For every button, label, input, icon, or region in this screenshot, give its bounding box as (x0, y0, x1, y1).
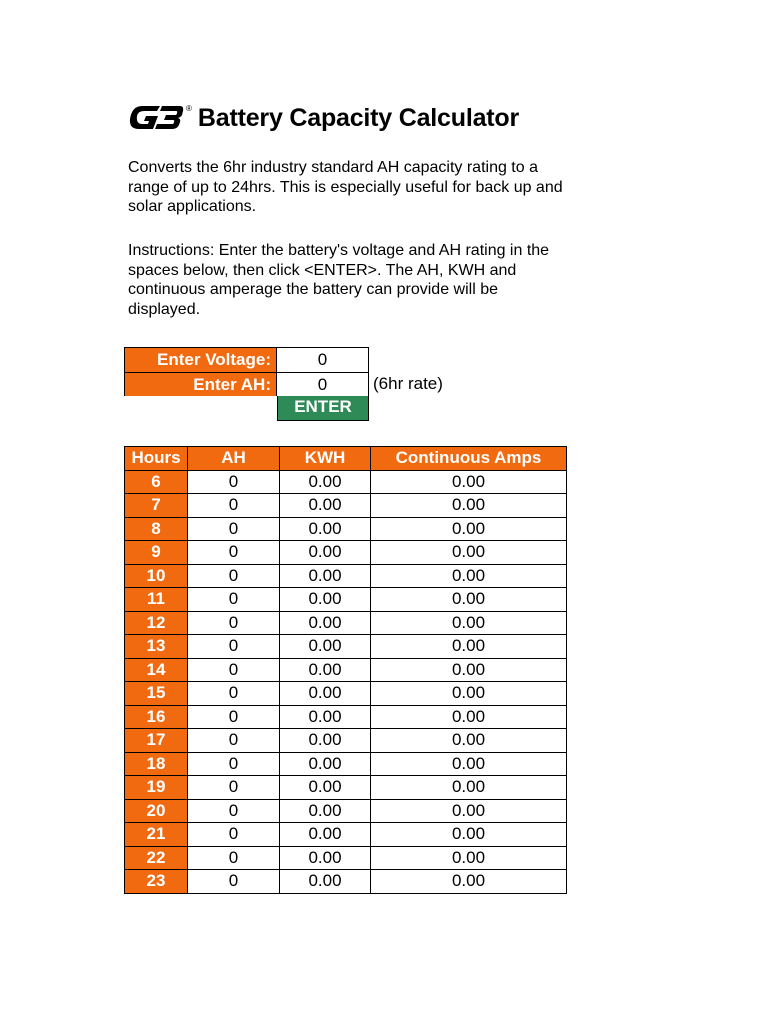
kwh-cell: 0.00 (280, 846, 371, 870)
amps-cell: 0.00 (371, 823, 567, 847)
hours-cell: 20 (125, 799, 188, 823)
hours-cell: 23 (125, 870, 188, 894)
hours-cell: 12 (125, 611, 188, 635)
hours-cell: 15 (125, 682, 188, 706)
kwh-cell: 0.00 (280, 470, 371, 494)
ah-cell: 0 (188, 611, 280, 635)
ah-cell: 0 (188, 517, 280, 541)
kwh-cell: 0.00 (280, 658, 371, 682)
amps-cell: 0.00 (371, 729, 567, 753)
col-header-kwh: KWH (280, 447, 371, 471)
table-row (125, 682, 567, 706)
registered-mark: ® (186, 104, 192, 113)
amps-cell: 0.00 (371, 705, 567, 729)
ah-cell: 0 (188, 752, 280, 776)
table-row (125, 470, 567, 494)
hours-cell: 10 (125, 564, 188, 588)
ah-cell: 0 (188, 588, 280, 612)
ah-cell: 0 (188, 564, 280, 588)
kwh-cell: 0.00 (280, 635, 371, 659)
hours-cell: 6 (125, 470, 188, 494)
kwh-cell: 0.00 (280, 564, 371, 588)
ah-label: Enter AH: (124, 372, 277, 397)
table-row (125, 799, 567, 823)
hours-cell: 13 (125, 635, 188, 659)
amps-cell: 0.00 (371, 682, 567, 706)
amps-cell: 0.00 (371, 870, 567, 894)
g3-logo (128, 105, 184, 131)
hours-cell: 17 (125, 729, 188, 753)
table-row (125, 494, 567, 518)
table-row (125, 776, 567, 800)
kwh-cell: 0.00 (280, 799, 371, 823)
table-row (125, 611, 567, 635)
kwh-cell: 0.00 (280, 752, 371, 776)
table-row (125, 541, 567, 565)
instructions-text: Instructions: Enter the battery's voltage and AH rating in the spaces below, then click <ENTER>. The AH, KWH and continuous amperage the battery can provide will be displayed. (128, 242, 550, 318)
ah-cell: 0 (188, 494, 280, 518)
amps-cell: 0.00 (371, 658, 567, 682)
ah-cell: 0 (188, 870, 280, 894)
hours-cell: 8 (125, 517, 188, 541)
hours-cell: 22 (125, 846, 188, 870)
table-row (125, 752, 567, 776)
page-title: Battery Capacity Calculator (197, 103, 520, 132)
amps-cell: 0.00 (371, 799, 567, 823)
ah-cell: 0 (188, 705, 280, 729)
ah-cell: 0 (188, 635, 280, 659)
table-row (125, 588, 567, 612)
amps-cell: 0.00 (371, 564, 567, 588)
hours-cell: 9 (125, 541, 188, 565)
kwh-cell: 0.00 (280, 729, 371, 753)
table-row (125, 823, 567, 847)
amps-cell: 0.00 (371, 776, 567, 800)
hours-cell: 21 (125, 823, 188, 847)
voltage-input[interactable]: 0 (277, 347, 369, 372)
kwh-cell: 0.00 (280, 823, 371, 847)
ah-input[interactable]: 0 (277, 372, 369, 397)
table-row (125, 846, 567, 870)
table-row (125, 564, 567, 588)
capacity-table (124, 446, 567, 894)
hours-cell: 14 (125, 658, 188, 682)
kwh-cell: 0.00 (280, 705, 371, 729)
hours-cell: 16 (125, 705, 188, 729)
page-header (128, 100, 519, 136)
col-header-continuous-amps: Continuous Amps (371, 447, 567, 471)
ah-cell: 0 (188, 470, 280, 494)
kwh-cell: 0.00 (280, 611, 371, 635)
table-row (125, 729, 567, 753)
ah-cell: 0 (188, 799, 280, 823)
amps-cell: 0.00 (371, 517, 567, 541)
amps-cell: 0.00 (371, 752, 567, 776)
voltage-label: Enter Voltage: (124, 347, 277, 372)
hours-cell: 11 (125, 588, 188, 612)
kwh-cell: 0.00 (280, 541, 371, 565)
amps-cell: 0.00 (371, 470, 567, 494)
ah-cell: 0 (188, 729, 280, 753)
ah-cell: 0 (188, 658, 280, 682)
kwh-cell: 0.00 (280, 517, 371, 541)
amps-cell: 0.00 (371, 611, 567, 635)
table-body (125, 470, 567, 893)
col-header-hours: Hours (125, 447, 188, 471)
kwh-cell: 0.00 (280, 870, 371, 894)
ah-rate-note: (6hr rate) (373, 373, 443, 393)
kwh-cell: 0.00 (280, 588, 371, 612)
table-row (125, 705, 567, 729)
voltage-row (124, 347, 443, 372)
kwh-cell: 0.00 (280, 776, 371, 800)
kwh-cell: 0.00 (280, 682, 371, 706)
table-header-row (125, 447, 567, 471)
ah-row (124, 372, 443, 397)
hours-cell: 18 (125, 752, 188, 776)
amps-cell: 0.00 (371, 588, 567, 612)
ah-cell: 0 (188, 682, 280, 706)
table-row (125, 658, 567, 682)
kwh-cell: 0.00 (280, 494, 371, 518)
description-text: Converts the 6hr industry standard AH capacity rating to a range of up to 24hrs. This is especially useful for back up and solar applications. (128, 159, 563, 215)
amps-cell: 0.00 (371, 846, 567, 870)
table-row (125, 517, 567, 541)
col-header-ah: AH (188, 447, 280, 471)
table-row (125, 870, 567, 894)
ah-cell: 0 (188, 776, 280, 800)
amps-cell: 0.00 (371, 541, 567, 565)
hours-cell: 7 (125, 494, 188, 518)
ah-cell: 0 (188, 846, 280, 870)
amps-cell: 0.00 (371, 635, 567, 659)
enter-button[interactable]: ENTER (277, 396, 369, 421)
hours-cell: 19 (125, 776, 188, 800)
ah-cell: 0 (188, 541, 280, 565)
table-row (125, 635, 567, 659)
input-form (124, 347, 443, 416)
ah-cell: 0 (188, 823, 280, 847)
amps-cell: 0.00 (371, 494, 567, 518)
